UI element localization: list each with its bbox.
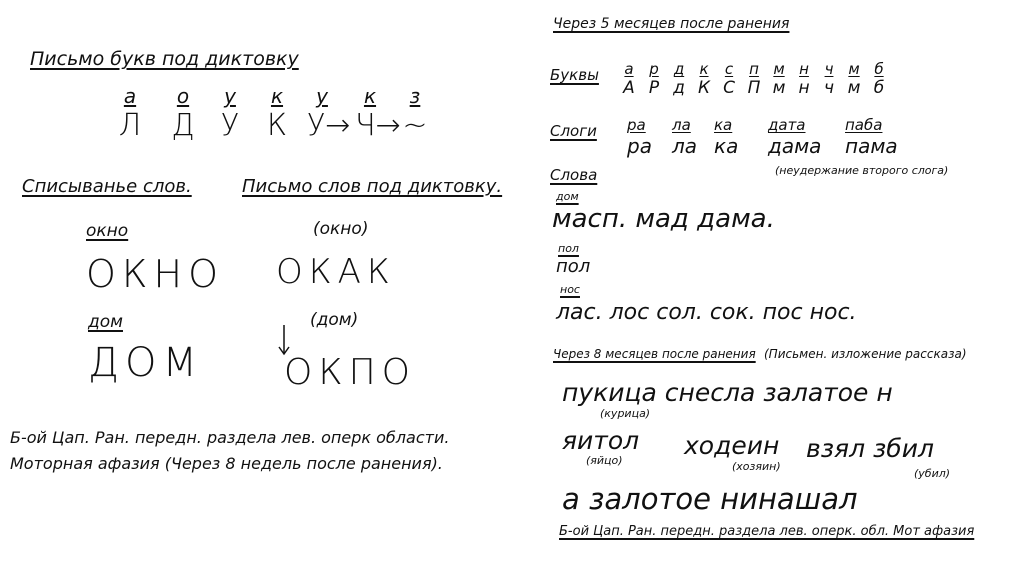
- right-caption: Б-ой Цап. Ран. передн. раздела лев. оперк. обл. Мот афазия: [559, 524, 975, 539]
- word-nos-label: нос: [560, 283, 580, 296]
- word-copy-okno: ОКНО: [86, 252, 224, 296]
- right-letter-target: с: [724, 60, 734, 78]
- dictation-letter-pair: [262, 84, 292, 143]
- right-letter-pair: [818, 60, 840, 98]
- right-syllable-written: дама: [768, 134, 822, 158]
- dictation-letter-written: Ч→: [355, 108, 401, 143]
- right-letter-written: д: [673, 78, 685, 98]
- dictation-letter-pair: [400, 84, 430, 143]
- dictation-letter-target: а: [123, 84, 137, 108]
- dictation-letter-target: к: [270, 84, 284, 108]
- right-letter-pair: [768, 60, 790, 98]
- story-line-1: пукица снесла залатое н: [562, 378, 893, 407]
- story-line-3: а залотое нинашал: [562, 482, 858, 516]
- syllables-note: (неудержание второго слога): [775, 164, 949, 177]
- word-dom-written: масп. мад дама.: [552, 204, 775, 234]
- right-syllable-target: дата: [768, 116, 806, 134]
- right-letter-written: С: [723, 78, 735, 98]
- word-pol-written: пол: [556, 256, 591, 277]
- dictation-words-title: Письмо слов под диктовку.: [242, 176, 503, 197]
- dictation-letter-written: К: [266, 108, 288, 143]
- right-letter-pair: [718, 60, 740, 98]
- right-letter-written: м: [847, 78, 861, 98]
- caption-line-1: Б-ой Цап. Ран. передн. раздела лев. оперк области.: [10, 428, 450, 447]
- right-syllable-written: ка: [714, 134, 739, 158]
- right-syllable-pair: [845, 116, 898, 158]
- right-syllable-written: пама: [845, 134, 898, 158]
- story-note: (Письмен. изложение рассказа): [764, 347, 967, 361]
- dictation-letter-pair: [215, 84, 245, 143]
- right-letter-pair: [643, 60, 665, 98]
- word-dictation-label-okno: (окно): [313, 219, 369, 239]
- dictation-letter-written: У: [220, 108, 240, 143]
- right-letter-written: А: [623, 78, 635, 98]
- dictation-letter-pair: [168, 84, 198, 143]
- right-letter-pair: [793, 60, 815, 98]
- right-letter-pair: [743, 60, 765, 98]
- story-title: Через 8 месяцев после ранения: [553, 347, 756, 361]
- right-syllable-pair: [714, 116, 738, 158]
- right-letter-pair: [843, 60, 865, 98]
- dictation-letter-pair: [355, 84, 401, 143]
- story-line-1-note: (курица): [600, 407, 651, 420]
- right-syllable-target: ла: [672, 116, 691, 134]
- right-syllable-target: паба: [845, 116, 883, 134]
- dictation-letter-written: У→: [307, 108, 351, 143]
- word-target-okno: окно: [86, 221, 129, 241]
- word-dictation-label-dom: (дом): [310, 310, 359, 330]
- word-nos-written: лас. лос сол. сок. пос нос.: [556, 300, 857, 325]
- right-syllable-pair: [627, 116, 652, 158]
- word-dictation-okno: ОКАК: [276, 252, 396, 292]
- right-letter-target: а: [624, 60, 634, 78]
- story-line-2b-note: (хозяин): [732, 460, 781, 473]
- right-letter-pair: [668, 60, 690, 98]
- right-letter-written: П: [747, 78, 761, 98]
- dictation-letter-target: у: [316, 84, 328, 108]
- right-title: Через 5 месяцев после ранения: [553, 16, 790, 32]
- dictation-letter-target: у: [224, 84, 236, 108]
- caption-line-2: Моторная афазия (Через 8 недель после ранения).: [10, 454, 443, 473]
- right-letter-target: м: [773, 60, 785, 78]
- story-line-2c: взял збил: [806, 434, 934, 463]
- word-target-dom: дом: [88, 312, 123, 332]
- right-syllable-target: ра: [627, 116, 646, 134]
- copying-title: Списыванье слов.: [22, 176, 192, 197]
- story-line-2a: яитол: [562, 426, 640, 455]
- story-line-2c-note: (убил): [914, 467, 951, 480]
- right-syllable-written: ра: [627, 134, 652, 158]
- dictation-letter-written: Л: [118, 108, 142, 143]
- words-label: Слова: [550, 166, 598, 184]
- right-letter-written: б: [873, 78, 885, 98]
- right-letter-written: ч: [823, 78, 835, 98]
- word-dom-label: дом: [556, 190, 579, 203]
- letters-label: Буквы: [550, 66, 599, 84]
- right-letter-target: ч: [824, 60, 834, 78]
- word-copy-dom: ДОМ: [88, 340, 204, 386]
- right-letter-target: б: [874, 60, 884, 78]
- right-letter-written: К: [697, 78, 711, 98]
- right-letter-written: м: [772, 78, 786, 98]
- right-letter-target: н: [799, 60, 809, 78]
- story-line-2a-note: (яйцо): [586, 454, 623, 467]
- right-letter-written: Р: [648, 78, 660, 98]
- right-letter-target: к: [699, 60, 709, 78]
- right-letter-target: п: [749, 60, 759, 78]
- dictation-letter-target: к: [363, 84, 377, 108]
- right-syllable-written: ла: [672, 134, 698, 158]
- dictation-letters-title: Письмо букв под диктовку: [30, 48, 299, 70]
- right-syllable-target: ка: [714, 116, 733, 134]
- syllables-label: Слоги: [550, 122, 597, 140]
- right-letter-written: н: [798, 78, 810, 98]
- right-letter-target: д: [673, 60, 685, 78]
- dictation-letter-target: з: [409, 84, 421, 108]
- dictation-letter-pair: [307, 84, 351, 143]
- right-letter-target: м: [848, 60, 860, 78]
- right-syllable-pair: [768, 116, 821, 158]
- right-letter-pair: [868, 60, 890, 98]
- right-letter-pair: [618, 60, 640, 98]
- word-dictation-dom: ОКПО: [284, 352, 416, 393]
- right-syllable-pair: [672, 116, 697, 158]
- story-line-2b: ходеин: [684, 431, 780, 460]
- right-letter-target: р: [649, 60, 659, 78]
- dictation-letter-written: ~: [402, 108, 428, 143]
- right-letter-pair: [693, 60, 715, 98]
- dictation-letter-written: Д: [171, 108, 195, 143]
- dictation-letter-target: о: [176, 84, 190, 108]
- word-pol-label: пол: [558, 242, 579, 255]
- dictation-letter-pair: [115, 84, 145, 143]
